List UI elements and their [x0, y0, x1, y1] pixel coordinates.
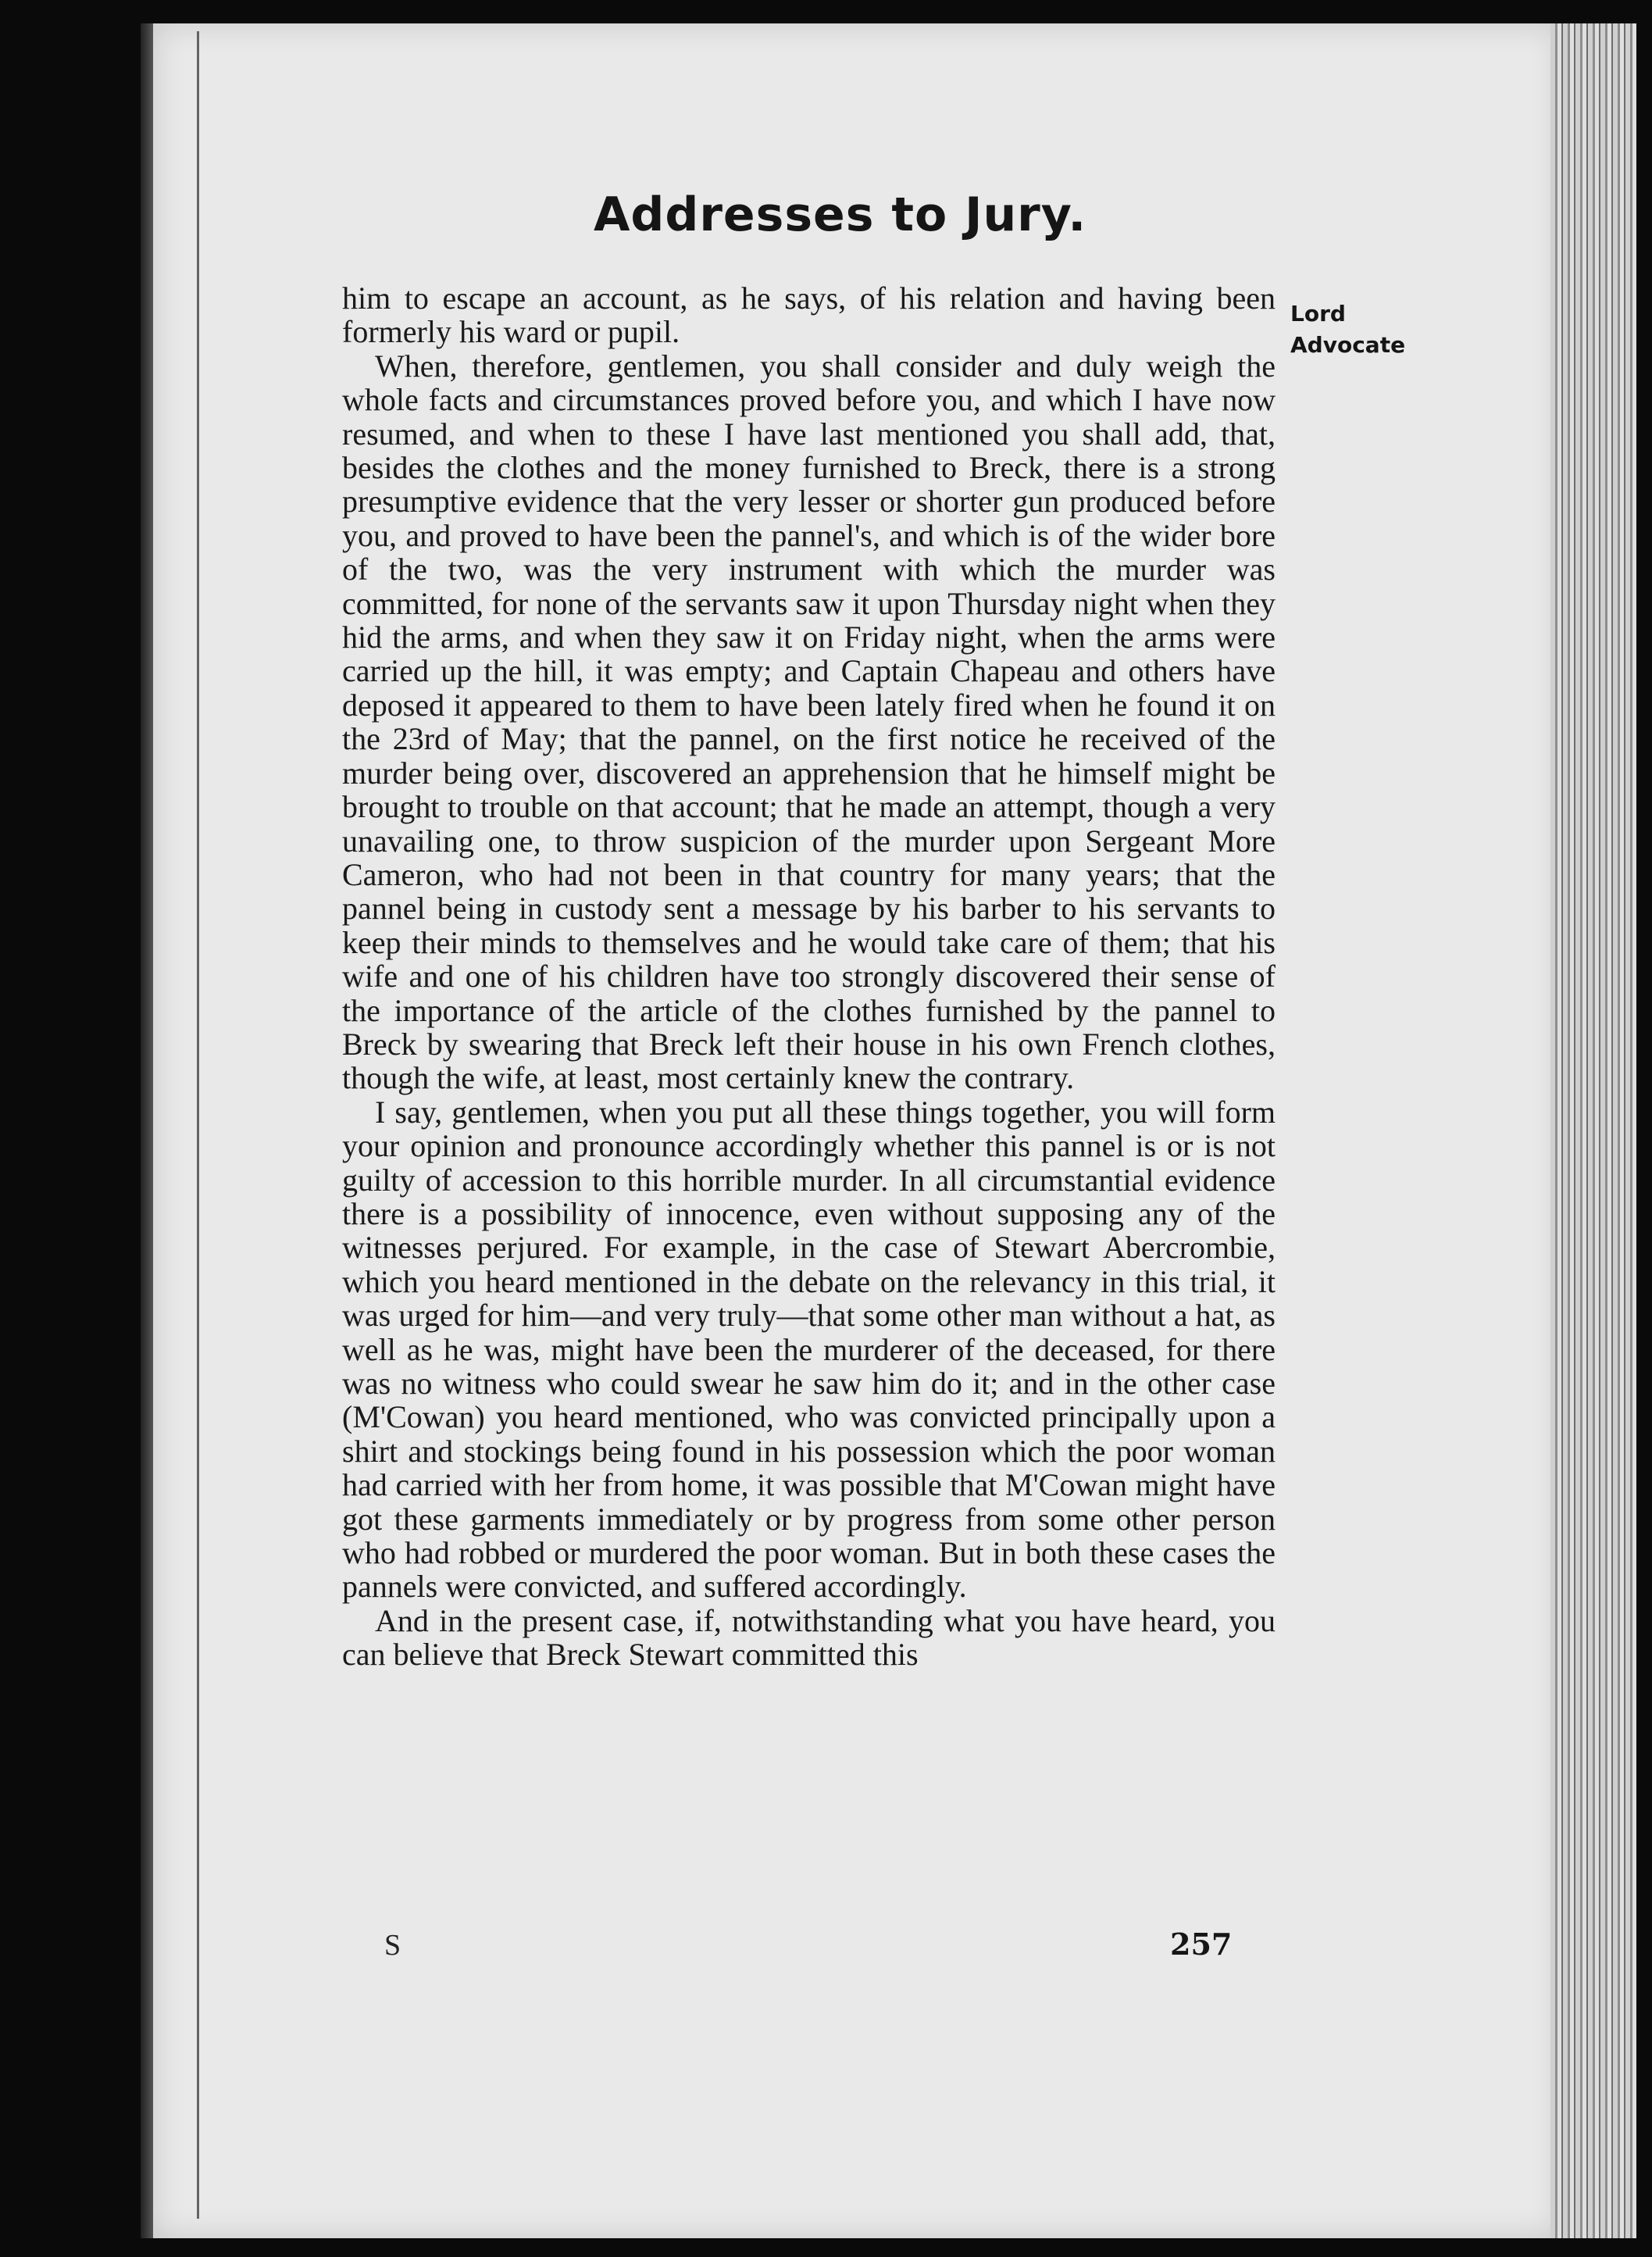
- margin-note-line-1: Lord: [1290, 301, 1346, 327]
- paragraph-4: And in the present case, if, notwithstanding what you have heard, you can believe that Breck Stewart committed this: [342, 1602, 1276, 1673]
- paragraph-3: I say, gentlemen, when you put all these things together, you will form your opinion and pronounce accordingly whether this pannel is or is not guilty of accession to this horrible murder. In all circumstantial evidence there is a possibility of innocence, even without supposing any of the witnesses perjured. For example, in the case of Stewart Abercrombie, which you heard mentioned in the debate on the relevancy in this trial, it was urged for him—and very truly—that some other man without a hat, as well as he was, might have been the murderer of the deceased, for there was no witness who could swear he saw him do it; and in the other case (M'Cowan) you heard mentioned, who was convicted principally upon a shirt and stockings being found in his possession which the poor woman had carried with her from home, it was possible that M'Cowan might have got these garments immediately or by progress from some other person who had robbed or murdered the poor woman. But in both these cases the pannels were convicted, and suffered accordingly.: [342, 1094, 1276, 1605]
- page-title: Addresses to Jury.: [594, 187, 1087, 242]
- paragraph-2: When, therefore, gentlemen, you shall consider and duly weigh the whole facts and circumstances proved before you, and which I have now resumed, and when to these I have last mentioned you shall add, that, besides the clothes and the money furnished to Breck, there is a strong presumptive evidence that the very lesser or shorter gun produced before you, and proved to have been the pannel's, and which is of the wider bore of the two, was the very instrument with which the murder was committed, for none of the servants saw it upon Thursday night when they hid the arms, and when they saw it on Friday night, when the arms were carried up the hill, it was empty; and Captain Chapeau and others have deposed it appeared to them to have been lately fired when he found it on the 23rd of May; that the pannel, on the first notice he received of the murder being over, discovered an apprehension that he himself might be brought to trouble on that account; that he made an attempt, though a very unavailing one, to throw suspicion of the murder upon Sergeant More Cameron, who had not been in that country for many years; that the pannel being in custody sent a message by his barber to his servants to keep their minds to themselves and he would take care of them; that his wife and one of his children have too strongly discovered their sense of the importance of the article of the clothes furnished by the pannel to Breck by swearing that Breck left their house in his own French clothes, though the wife, at least, most certainly knew the contrary.: [342, 348, 1276, 1096]
- page-number: 257: [1170, 1927, 1233, 1962]
- book-gutter: [141, 23, 153, 2238]
- paragraph-1: him to escape an account, as he says, of his relation and having been formerly his ward or pupil.: [342, 280, 1276, 350]
- signature-mark: S: [384, 1929, 401, 1962]
- page-edges: [1550, 23, 1636, 2238]
- margin-note-line-2: Advocate: [1290, 332, 1406, 358]
- body-text: [342, 281, 1276, 1672]
- margin-note: [1290, 298, 1405, 361]
- spine-shadow: [197, 31, 199, 2219]
